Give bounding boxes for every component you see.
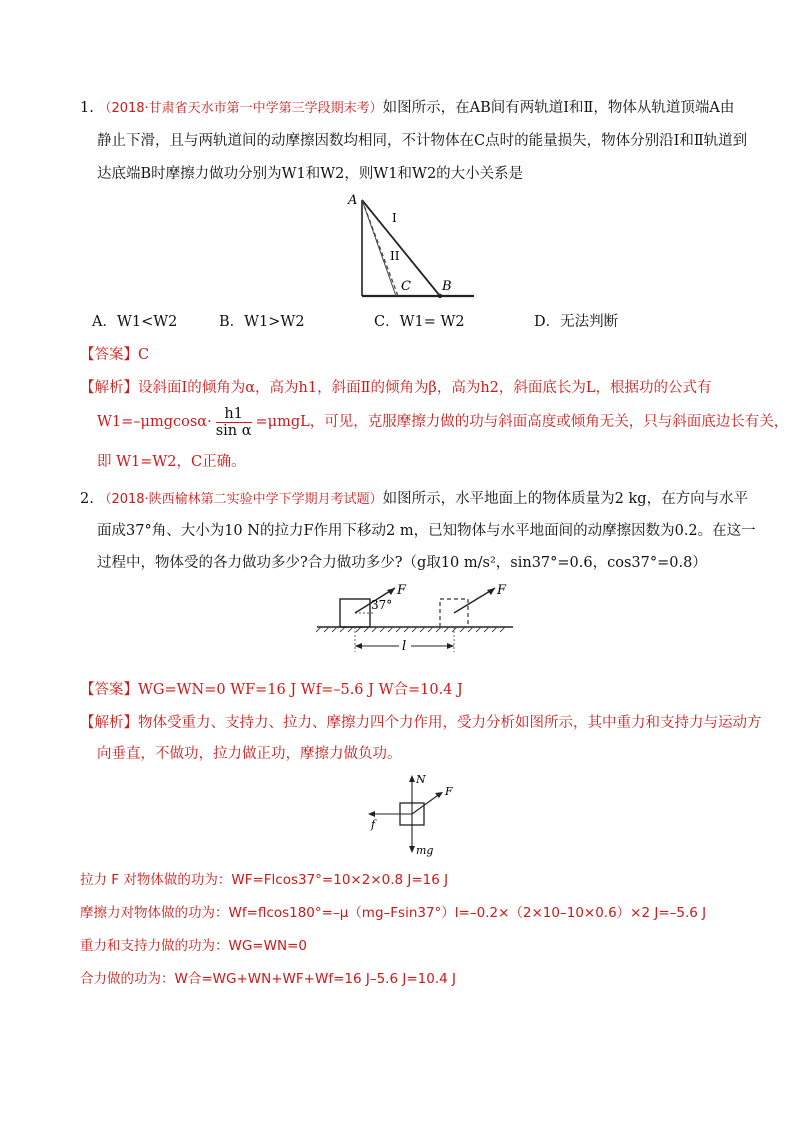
- q2-calc-work-f: 拉力 F 对物体做的功为：WF=Flcos37°=10×2×0.8 J=16 J: [80, 872, 449, 888]
- q2-calc-work-friction: 摩擦力对物体做的功为：Wf=flcos180°=–μ（mg–Fsin37°）l=–0.2×（2×10–10×0.6）×2 J=–5.6 J: [80, 905, 707, 921]
- q1-option-d: D．无法判断: [534, 314, 619, 330]
- q2-angle-label: 37°: [371, 598, 393, 612]
- q2-force-arrowhead-1: [387, 588, 395, 595]
- q2-stem-text1: 如图所示，水平地面上的物体质量为2 kg，在方向与水平: [382, 491, 749, 507]
- q2-label-f1: F: [397, 583, 407, 598]
- q1-options: [92, 312, 618, 332]
- q2-free-body-diagram: [365, 773, 465, 863]
- q2-analysis-line2: 向垂直，不做功，拉力做正功，摩擦力做负功。: [97, 746, 402, 762]
- q2-label-f2: F: [497, 583, 507, 598]
- q2-fbd-label-mg: mg: [416, 844, 434, 857]
- q1-track-figure: [340, 192, 480, 302]
- q2-stem-line2: 面成37°角、大小为10 N的拉力F作用下移动2 m，已知物体与水平地面间的动摩擦因数为0.2。在这一: [97, 523, 756, 539]
- q1-source: （2018·甘肃省天水市第一中学第三学段期末考）: [98, 101, 383, 116]
- q1-label-c: C: [401, 279, 411, 294]
- q2-answer-line: [80, 680, 463, 700]
- q1-label-ii: II: [390, 249, 400, 263]
- q2-analysis-text1: 物体受重力、支持力、拉力、摩擦力四个力作用，受力分析如图所示，其中重力和支持力与运动方: [138, 715, 762, 731]
- q2-stem-line3: 过程中，物体受的各力做功多少?合力做功多少?（g取10 m/s²，sin37°=0.6，cos37°=0.8）: [97, 555, 707, 571]
- q2-fbd-label-f: f: [371, 818, 376, 831]
- q2-fbd-friction-head: [368, 811, 375, 817]
- q1-answer-line: [80, 345, 149, 365]
- q1-analysis-line2: [97, 402, 788, 442]
- q2-answer-tag: 【答案】: [80, 682, 138, 698]
- q1-option-b: B．W1>W2: [219, 314, 305, 330]
- q2-label-l: l: [402, 639, 407, 654]
- q1-stem-text1: 如图所示，在AB间有两轨道Ⅰ和Ⅱ，物体从轨道顶端A由: [382, 100, 735, 116]
- q1-label-i: I: [392, 211, 397, 225]
- q2-stem-line1: [80, 489, 748, 510]
- q2-source: （2018·陕西榆林第二实验中学下学期月考试题）: [98, 492, 383, 507]
- q2-calc-work-net: 合力做的功为：W合=WG+WN+WF+Wf=16 J–5.6 J=10.4 J: [80, 971, 456, 987]
- q1-label-a: A: [348, 193, 358, 208]
- q2-fbd-label-n: N: [416, 773, 426, 786]
- q2-calc-work-gravity-normal: 重力和支持力做的功为：WG=WN=0: [80, 938, 307, 954]
- q1-analysis-text2a: W1=–μmgcosα·: [97, 414, 212, 430]
- q1-fraction: [216, 406, 252, 439]
- q2-fbd-gravity-head: [409, 846, 415, 853]
- q1-track-ii-solid: [362, 200, 396, 296]
- q1-answer: C: [138, 347, 150, 363]
- q1-option-a: A．W1<W2: [92, 314, 178, 330]
- q2-force-arrowhead-2: [487, 588, 495, 595]
- q1-analysis-tag: 【解析】: [80, 380, 138, 396]
- q1-stem-line1: [80, 98, 734, 119]
- q2-analysis-line1: [80, 713, 762, 733]
- q2-number: 2.: [80, 491, 94, 507]
- q1-analysis-text1: 设斜面Ⅰ的倾角为α，高为h1，斜面Ⅱ的倾角为β，高为h2，斜面底长为L，根据功的公式有: [138, 380, 712, 396]
- q1-frac-den: sin α: [215, 422, 252, 439]
- q1-analysis-line3: 即 W1=W2，C正确。: [97, 454, 246, 470]
- q1-analysis-text2b: =μmgL，可见，克服摩擦力做的功与斜面高度或倾角无关，只与斜面底边长有关，: [255, 414, 789, 430]
- q1-number: 1.: [80, 100, 94, 116]
- q2-answer: WG=WN=0 WF=16 J Wf=–5.6 J W合=10.4 J: [138, 682, 463, 698]
- q1-option-c: C．W1= W2: [374, 314, 465, 330]
- q2-dim-arrow-left: [355, 643, 362, 649]
- q1-point-b: [438, 294, 442, 298]
- q2-block-figure: [315, 582, 515, 654]
- q1-stem-line2: 静止下滑，且与两轨道间的动摩擦因数均相同，不计物体在C点时的能量损失，物体分别沿Ⅰ和Ⅱ轨道到: [97, 133, 748, 149]
- q1-frac-num: h1: [216, 406, 252, 423]
- q2-analysis-tag: 【解析】: [80, 715, 138, 731]
- q2-fbd-label-f-pull: F: [445, 785, 453, 798]
- q1-stem-line3: 达底端B时摩擦力做功分别为W1和W2，则W1和W2的大小关系是: [97, 166, 524, 182]
- q2-dim-arrow-right: [447, 643, 454, 649]
- q1-label-b: B: [442, 279, 452, 294]
- q1-answer-tag: 【答案】: [80, 347, 138, 363]
- q1-analysis-line1: [80, 378, 712, 398]
- q2-fbd-normal-head: [409, 775, 415, 782]
